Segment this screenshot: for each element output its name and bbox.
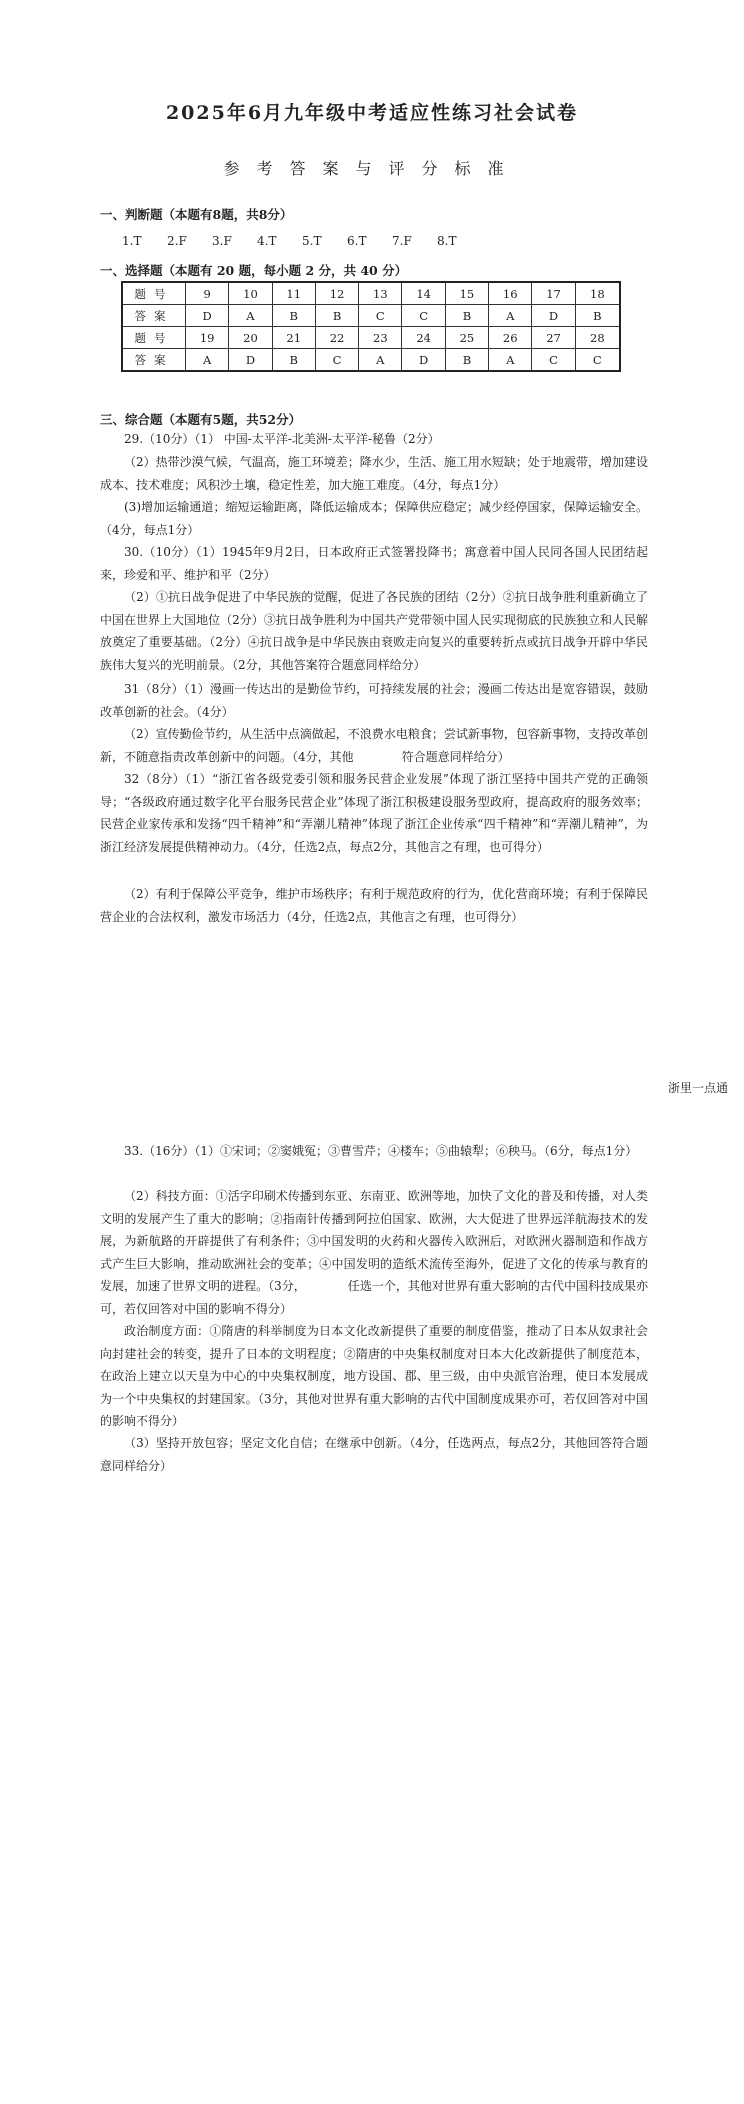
table-row-question — [122, 282, 620, 305]
answer-cell: C — [359, 305, 402, 327]
question-number-cell: 26 — [489, 327, 532, 349]
question-number-cell: 20 — [229, 327, 272, 349]
answer-cell: D — [186, 305, 229, 327]
section-heading-comprehensive: 三、综合题（本题有5题，共52分） — [100, 412, 302, 427]
row-label: 题号 — [122, 327, 186, 349]
question-number-cell: 19 — [186, 327, 229, 349]
answer-item: 7.F — [392, 234, 412, 248]
answer-cell: C — [402, 305, 445, 327]
answer-paragraph: （2）科技方面：①活字印刷术传播到东亚、东南亚、欧洲等地，加快了文化的普及和传播，对人类文明的发展产生了重大的影响；②指南针传播到阿拉伯国家、欧洲，大大促进了世界远洋航海技术的发展，为新航路的开辟提供了有利条件；③中国发明的火药和火器传入欧洲后，对欧洲火器制造和作战方式产生巨大影响，推动欧洲社会的变革；④中国发明的造纸术流传至海外，促进了文化的传承与教育的发展，加速了世界文明的进程。（3分， 任选一个，其他对世界有重大影响的古代中国科技成果亦可，若仅回答对中国的影响不得分） — [100, 1189, 648, 1316]
answer-cell: C — [575, 349, 620, 372]
table-row-answer — [122, 305, 620, 327]
answer-paragraph: （2）热带沙漠气候，气温高，施工环境差；降水少，生活、施工用水短缺；处于地震带，增加建设成本、技术难度；风积沙土壤，稳定性差，加大施工难度。（4分，每点1分） — [100, 455, 648, 492]
answer-cell: B — [445, 305, 488, 327]
answer-cell: B — [575, 305, 620, 327]
question-number-cell: 24 — [402, 327, 445, 349]
answer-cell: A — [489, 349, 532, 372]
question-number-cell: 18 — [575, 282, 620, 305]
answer-paragraph: 31（8分）（1）漫画一传达出的是勤俭节约，可持续发展的社会；漫画二传达出是宽容错误，鼓励改革创新的社会。（4分） — [100, 682, 648, 719]
answer-item: 6.T — [347, 234, 367, 248]
question-number-cell: 28 — [575, 327, 620, 349]
answer-cell: C — [532, 349, 575, 372]
answer-item: 3.F — [212, 234, 232, 248]
table-row-question — [122, 327, 620, 349]
question-number-cell: 9 — [186, 282, 229, 305]
answer-paragraph: 政治制度方面：①隋唐的科举制度为日本文化改新提供了重要的制度借鉴，推动了日本从奴隶社会向封建社会的转变，提升了日本的文明程度；②隋唐的中央集权制度对日本大化改新提供了制度范本，在政治上建立以天皇为中心的中央集权制度，地方设国、郡、里三级，由中央派官治理，使日本发展成为一个中央集权的封建国家。（3分，其他对世界有重大影响的古代中国制度成果亦可，若仅回答对中国的影响不得分） — [100, 1324, 648, 1428]
answer-item: 8.T — [437, 234, 457, 248]
question-number-cell: 23 — [359, 327, 402, 349]
answer-paragraph: （2）宣传勤俭节约，从生活中点滴做起，不浪费水电粮食；尝试新事物，包容新事物，支持改革创新，不随意指责改革创新中的问题。（4分，其他 符合题意同样给分） — [100, 727, 648, 764]
answer-cell: A — [186, 349, 229, 372]
answer-paragraph: (3)增加运输通道；缩短运输距离，降低运输成本；保障供应稳定；减少经停国家，保障运输安全。（4分，每点1分） — [100, 500, 648, 537]
row-label: 题号 — [122, 282, 186, 305]
answer-cell: D — [229, 349, 272, 372]
answer-item: 5.T — [302, 234, 322, 248]
question-number-cell: 27 — [532, 327, 575, 349]
table-row-answer — [122, 349, 620, 372]
question-number-cell: 16 — [489, 282, 532, 305]
question-number-cell: 11 — [272, 282, 315, 305]
answer-item: 4.T — [257, 234, 277, 248]
question-number-cell: 17 — [532, 282, 575, 305]
answer-cell: A — [229, 305, 272, 327]
question-number-cell: 15 — [445, 282, 488, 305]
question-number-cell: 25 — [445, 327, 488, 349]
question-number-cell: 13 — [359, 282, 402, 305]
answer-paragraph: （2）①抗日战争促进了中华民族的觉醒，促进了各民族的团结（2分）②抗日战争胜利重新确立了中国在世界上大国地位（2分）③抗日战争胜利为中国共产党带领中国人民实现彻底的民族独立和人民解放奠定了重要基础。（2分）④抗日战争是中华民族由衰败走向复兴的重要转折点或抗日战争开辟中华民族伟大复兴的光明前景。（2分，其他答案符合题意同样给分） — [100, 590, 648, 672]
row-label: 答案 — [122, 305, 186, 327]
answer-cell: D — [532, 305, 575, 327]
answer-item: 2.F — [167, 234, 187, 248]
answer-cell: B — [272, 305, 315, 327]
watermark-text: 浙里一点通 — [668, 1081, 729, 1095]
question-number-cell: 21 — [272, 327, 315, 349]
page-title: 2025年6月九年级中考适应性练习社会试卷 — [165, 102, 579, 124]
section-heading-choice: 一、选择题（本题有 20 题，每小题 2 分，共 40 分） — [100, 263, 408, 278]
answer-paragraph: 29.（10分）（1） 中国-太平洋-北美洲-太平洋-秘鲁（2分） — [124, 432, 440, 446]
true-false-answers — [122, 234, 482, 248]
answer-paragraph: 33.（16分）（1）①宋词；②窦娥冤；③曹雪芹；④楼车；⑤曲辕犁；⑥秧马。（6分，每点1分） — [124, 1144, 638, 1158]
answer-paragraph: 30.（10分）（1）1945年9月2日，日本政府正式签署投降书；寓意着中国人民同各国人民团结起来，珍爱和平、维护和平（2分） — [100, 545, 648, 582]
answer-cell: B — [445, 349, 488, 372]
answer-cell: B — [272, 349, 315, 372]
answer-paragraph: （3）坚持开放包容；坚定文化自信；在继承中创新。（4分，任选两点，每点2分，其他回答符合题意同样给分） — [100, 1436, 648, 1473]
answer-cell: D — [402, 349, 445, 372]
answer-cell: A — [359, 349, 402, 372]
question-number-cell: 10 — [229, 282, 272, 305]
section-heading-true-false: 一、判断题（本题有8题，共8分） — [100, 207, 293, 222]
answer-cell: A — [489, 305, 532, 327]
choice-answer-table — [121, 281, 621, 372]
question-number-cell: 12 — [315, 282, 358, 305]
answer-cell: C — [315, 349, 358, 372]
question-number-cell: 14 — [402, 282, 445, 305]
answer-item: 1.T — [122, 234, 142, 248]
page-subtitle: 参考答案与评分标准 — [223, 159, 521, 178]
row-label: 答案 — [122, 349, 186, 372]
answer-paragraph: 32（8分）（1）“浙江省各级党委引领和服务民营企业发展”体现了浙江坚持中国共产党的正确领导；“各级政府通过数字化平台服务民营企业”体现了浙江积极建设服务型政府，提高政府的服务效率；民营企业家传承和发扬“四千精神”和“弄潮儿精神”体现了浙江企业传承“四千精神”和“弄潮儿精神”，为浙江经济发展提供精神动力。（4分，任选2点，每点2分，其他言之有理，也可得分） — [100, 772, 648, 854]
answer-cell: B — [315, 305, 358, 327]
answer-paragraph: （2）有利于保障公平竞争，维护市场秩序；有利于规范政府的行为，优化营商环境；有利于保障民营企业的合法权利，激发市场活力（4分，任选2点，其他言之有理，也可得分） — [100, 887, 648, 924]
question-number-cell: 22 — [315, 327, 358, 349]
